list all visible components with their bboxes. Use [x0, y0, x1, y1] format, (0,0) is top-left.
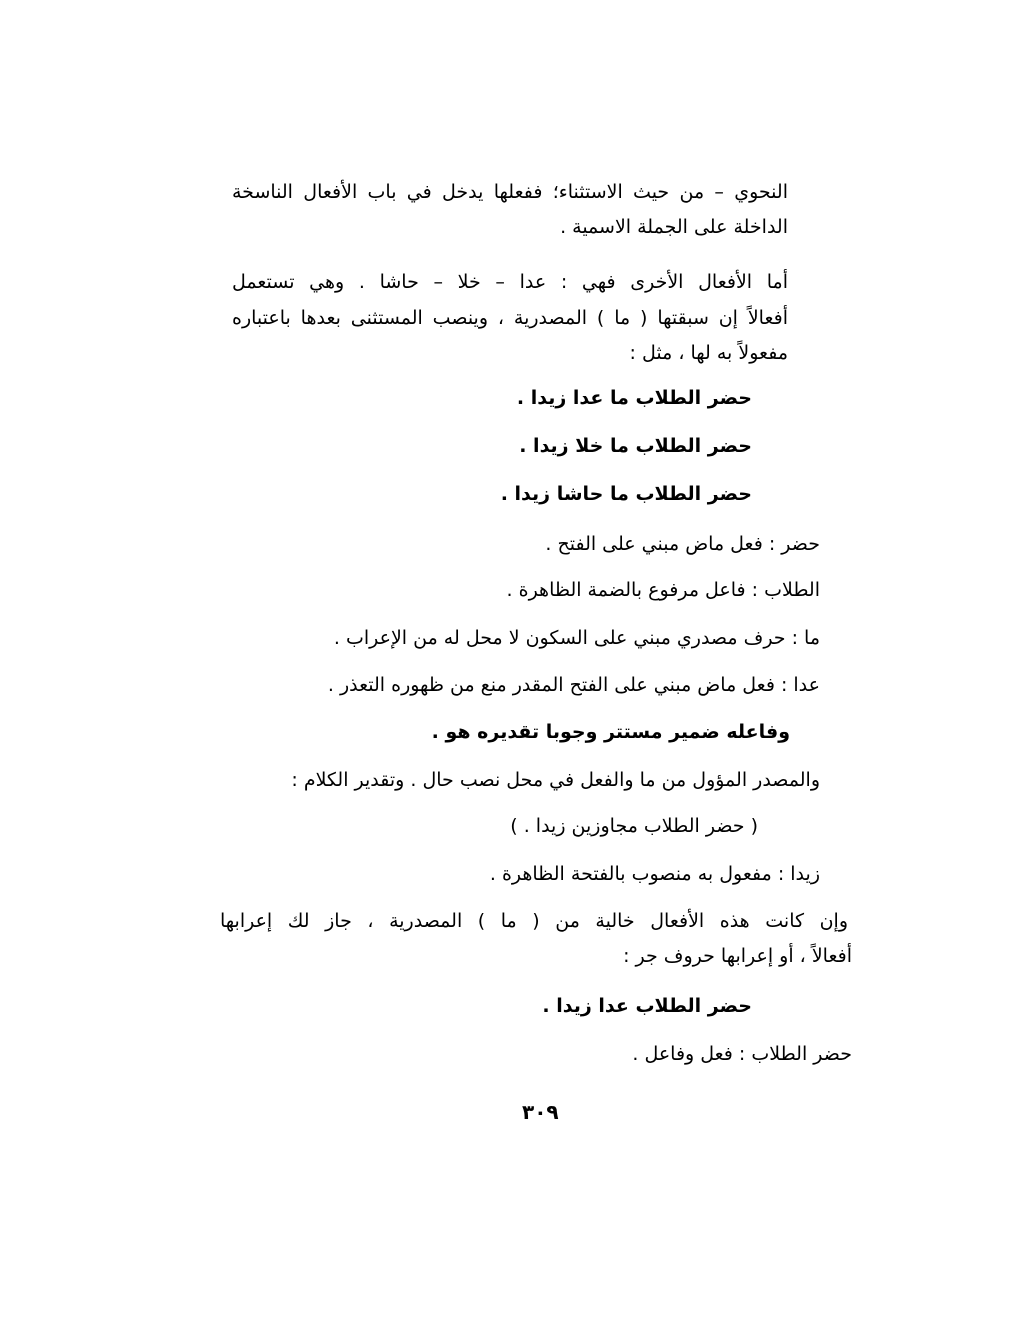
paragraph-line: النحوي – من حيث الاستثناء؛ ففعلها يدخل في باب الأفعال الناسخة — [232, 181, 788, 203]
page-number: ٣٠٩ — [522, 1100, 559, 1124]
parsing-line: عدا : فعل ماض مبني على الفتح المقدر منع من ظهوره التعذر . — [327, 674, 820, 696]
parsing-line: ما : حرف مصدري مبني على السكون لا محل له من الإعراب . — [333, 627, 820, 649]
example-sentence: حضر الطلاب ما حاشا زيدا . — [500, 483, 752, 505]
example-sentence: حضر الطلاب ما عدا زيدا . — [516, 387, 752, 409]
parsing-line: زيدا : مفعول به منصوب بالفتحة الظاهرة . — [489, 863, 820, 885]
parsing-line: ( حضر الطلاب مجاوزين زيدا . ) — [510, 815, 758, 837]
paragraph-line: وإن كانت هذه الأفعال خالية من ( ما ) المصدرية ، جاز لك إعرابها — [220, 910, 848, 932]
paragraph-line: أفعالاً ، أو إعرابها حروف جر : — [623, 945, 852, 967]
parsing-line: والمصدر المؤول من ما والفعل في محل نصب حال . وتقدير الكلام : — [291, 769, 820, 791]
paragraph-line: الداخلة على الجملة الاسمية . — [560, 216, 788, 238]
example-sentence: حضر الطلاب عدا زيدا . — [542, 995, 752, 1017]
parsing-line-bold: وفاعله ضمير مستتر وجوبا تقديره هو . — [431, 721, 790, 743]
parsing-line: الطلاب : فاعل مرفوع بالضمة الظاهرة . — [506, 579, 820, 601]
parsing-line: حضر الطلاب : فعل وفاعل . — [632, 1043, 852, 1065]
paragraph-line: أفعالاً إن سبقتها ( ما ) المصدرية ، وينصب المستثنى بعدها باعتباره — [232, 307, 788, 329]
example-sentence: حضر الطلاب ما خلا زيدا . — [519, 435, 752, 457]
paragraph-line: أما الأفعال الأخرى فهي : عدا – خلا – حاشا . وهي تستعمل — [232, 271, 788, 293]
parsing-line: حضر : فعل ماض مبني على الفتح . — [545, 533, 820, 555]
paragraph-line: مفعولاً به لها ، مثل : — [629, 342, 788, 364]
